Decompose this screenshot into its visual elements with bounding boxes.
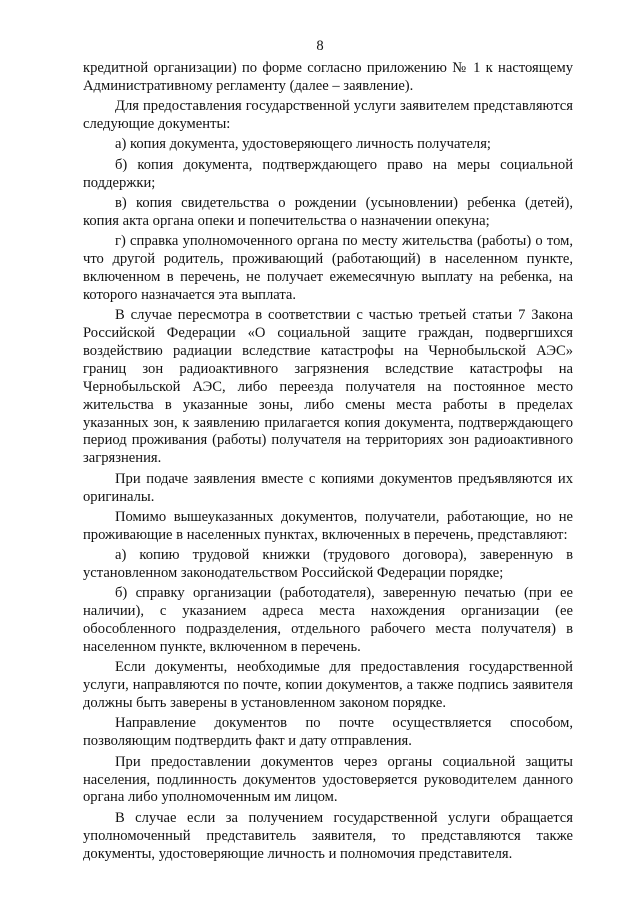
list-item-b: б) копия документа, подтверждающего право на меры социальной поддержки; (83, 156, 573, 191)
paragraph-postal-method: Направление документов по почте осуществляется способом, позволяющим подтвердить факт и дату отправления. (83, 715, 573, 750)
list-item-g: г) справка уполномоченного органа по месту жительства (работы) о том, что другой родитель, проживающий (работающий) в населенном пункте, включенном в перечень, не получает ежемесячную выплату на ребенка, на которого назначается эта выплата. (83, 233, 573, 303)
paragraph-postal-submission: Если документы, необходимые для предоставления государственной услуги, направляются по почте, копии документов, а также подпись заявителя должны быть заверены в установленном законом порядке. (83, 659, 573, 712)
page-number: 8 (316, 38, 324, 54)
list-item-employer-certificate: б) справку организации (работодателя), заверенную печатью (при ее наличии), с указанием адреса места нахождения организации (ее обособленного подразделения, отдельного рабочего места получателя) в населенном пункте, включенном в перечень. (83, 585, 573, 655)
paragraph-non-residents: Помимо вышеуказанных документов, получатели, работающие, но не проживающие в населенных пунктах, включенных в перечень, представляют: (83, 508, 573, 543)
paragraph-representative: В случае если за получением государственной услуги обращается уполномоченный представитель заявителя, то представляются также документы, удостоверяющие личность и полномочия представителя. (83, 809, 573, 862)
list-item-a: а) копия документа, удостоверяющего личность получателя; (115, 136, 491, 153)
paragraph-social-protection-bodies: При предоставлении документов через органы социальной защиты населения, подлинность документов удостоверяется руководителем данного органа либо уполномоченным им лицом. (83, 753, 573, 806)
paragraph-continuation: кредитной организации) по форме согласно приложению № 1 к настоящему Административному регламенту (далее – заявление). (83, 60, 573, 94)
paragraph-originals: При подаче заявления вместе с копиями документов предъявляются их оригиналы. (83, 470, 573, 505)
list-item-employment-record: а) копию трудовой книжки (трудового договора), заверенную в установленном законодательством Российской Федерации порядке; (83, 547, 573, 581)
list-item-v: в) копия свидетельства о рождении (усыновлении) ребенка (детей), копия акта органа опеки и попечительства о назначении опекуна; (83, 194, 573, 229)
paragraph-documents-intro: Для предоставления государственной услуги заявителем представляются следующие документы: (83, 98, 573, 133)
body-text (83, 60, 573, 866)
paragraph-chernobyl-zones: В случае пересмотра в соответствии с частью третьей статьи 7 Закона Российской Федерации «О социальной защите граждан, подвергшихся воздействию радиации вследствие катастрофы на Чернобыльской АЭС» границ зон радиоактивного загрязнения вследствие катастрофы на Чернобыльской АЭС, либо переезда получателя на постоянное место жительства в указанные зоны, либо смены места работы в пределах указанных зон, к заявлению прилагается копия документа, подтверждающего период проживания (работы) получателя на территориях зон радиоактивного загрязнения. (83, 307, 573, 467)
